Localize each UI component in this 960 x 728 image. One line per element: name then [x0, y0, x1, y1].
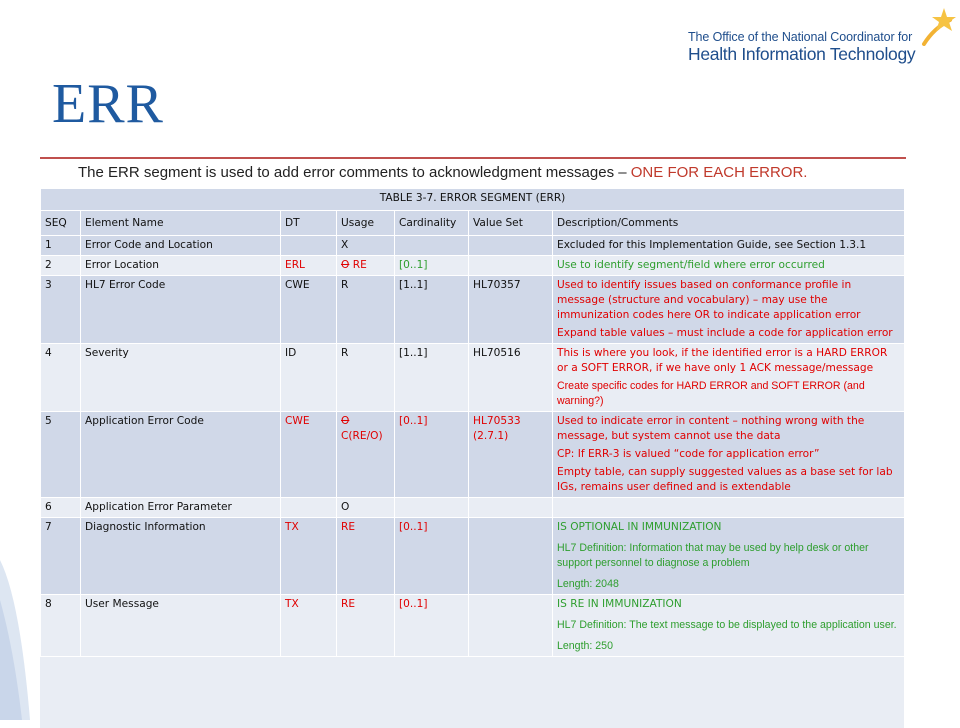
seq-cell: 2: [41, 256, 81, 276]
usage-struck-text: O: [341, 259, 350, 271]
description-cell: [553, 344, 905, 412]
table-caption: TABLE 3-7. ERROR SEGMENT (ERR): [41, 189, 905, 211]
cardinality-cell: [395, 236, 469, 256]
usage-cell: O: [337, 498, 395, 518]
dt-cell: [281, 236, 337, 256]
value-set-cell: [469, 595, 553, 657]
onc-logo: [688, 6, 956, 70]
dt-cell: TX: [281, 518, 337, 595]
seq-cell: 1: [41, 236, 81, 256]
element-name-cell: Application Error Parameter: [81, 498, 281, 518]
description-text: Expand table values – must include a code for application error: [557, 327, 893, 339]
cardinality-cell: [0..1]: [395, 518, 469, 595]
description-text: Length: 2048: [557, 578, 619, 590]
description-cell: [553, 595, 905, 657]
description-text: IS RE IN IMMUNIZATION: [557, 598, 682, 610]
dt-cell: ERL: [281, 256, 337, 276]
usage-cell: [337, 412, 395, 498]
page-title: ERR: [52, 73, 164, 135]
err-segment-table: [40, 188, 905, 657]
value-set-cell: HL70516: [469, 344, 553, 412]
element-name-cell: Severity: [81, 344, 281, 412]
seq-cell: 4: [41, 344, 81, 412]
cardinality-cell: [0..1]: [395, 256, 469, 276]
seq-cell: 3: [41, 276, 81, 344]
element-name-cell: User Message: [81, 595, 281, 657]
table-row: [41, 276, 905, 344]
table-row: [41, 498, 905, 518]
table-header-row: [41, 211, 905, 236]
seq-cell: 5: [41, 412, 81, 498]
dt-cell: CWE: [281, 412, 337, 498]
element-name-cell: HL7 Error Code: [81, 276, 281, 344]
cardinality-cell: [0..1]: [395, 595, 469, 657]
cardinality-cell: [1..1]: [395, 276, 469, 344]
seq-cell: 7: [41, 518, 81, 595]
table-row: [41, 595, 905, 657]
description-cell: [553, 256, 905, 276]
table-row: [41, 236, 905, 256]
element-name-cell: Diagnostic Information: [81, 518, 281, 595]
cardinality-cell: [1..1]: [395, 344, 469, 412]
value-set-cell: [469, 498, 553, 518]
description-cell: [553, 276, 905, 344]
description-text: Used to identify issues based on conformance profile in message (structure and vocabulary) – may use the immunization codes here OR to indicate application error: [557, 279, 861, 321]
usage-cell: RE: [337, 518, 395, 595]
header-value-set: Value Set: [469, 211, 553, 236]
description-cell: [553, 236, 905, 256]
description-text: Excluded for this Implementation Guide, see Section 1.3.1: [557, 239, 867, 251]
description-text: IS OPTIONAL IN IMMUNIZATION: [557, 521, 722, 533]
header-dt: DT: [281, 211, 337, 236]
header-element-name: Element Name: [81, 211, 281, 236]
header-cardinality: Cardinality: [395, 211, 469, 236]
element-name-cell: Error Code and Location: [81, 236, 281, 256]
star-icon: [920, 6, 956, 46]
seq-cell: 8: [41, 595, 81, 657]
description-text: Length: 250: [557, 640, 613, 652]
usage-cell: R: [337, 276, 395, 344]
value-set-cell: HL70357: [469, 276, 553, 344]
description-text: Use to identify segment/field where error occurred: [557, 259, 825, 271]
seq-cell: 6: [41, 498, 81, 518]
usage-cell: [337, 256, 395, 276]
description-text: Create specific codes for HARD ERROR and SOFT ERROR (and warning?): [557, 380, 865, 407]
usage-cell: X: [337, 236, 395, 256]
logo-line2: Health Information Technology: [688, 44, 916, 64]
value-set-cell: [469, 518, 553, 595]
description-cell: [553, 498, 905, 518]
description-text: This is where you look, if the identified error is a HARD ERROR or a SOFT ERROR, if we have only 1 ACK message/message: [557, 347, 888, 374]
description-text: CP: If ERR-3 is valued “code for application error”: [557, 448, 820, 460]
cardinality-cell: [395, 498, 469, 518]
table-row: [41, 518, 905, 595]
description-text: HL7 Definition: The text message to be displayed to the application user.: [557, 619, 897, 631]
cardinality-cell: [0..1]: [395, 412, 469, 498]
element-name-cell: Error Location: [81, 256, 281, 276]
description-cell: [553, 518, 905, 595]
description-cell: [553, 412, 905, 498]
intro-emphasis: ONE FOR EACH ERROR.: [630, 164, 808, 181]
header-seq: SEQ: [41, 211, 81, 236]
value-set-cell: [469, 256, 553, 276]
value-set-cell: [469, 236, 553, 256]
logo-line1: The Office of the National Coordinator for: [688, 30, 913, 44]
dt-cell: TX: [281, 595, 337, 657]
description-text: Used to indicate error in content – nothing wrong with the message, but system cannot use the data: [557, 415, 865, 442]
err-segment-table-wrapper: [40, 188, 904, 728]
usage-text: RE: [352, 259, 367, 271]
usage-cell: R: [337, 344, 395, 412]
description-text: HL7 Definition: Information that may be used by help desk or other support personnel to diagnose a problem: [557, 542, 869, 569]
title-divider: [40, 157, 906, 159]
value-set-cell: HL70533 (2.7.1): [469, 412, 553, 498]
dt-cell: CWE: [281, 276, 337, 344]
header-usage: Usage: [337, 211, 395, 236]
table-row: [41, 412, 905, 498]
usage-cell: RE: [337, 595, 395, 657]
usage-struck-text: O: [341, 415, 350, 427]
table-row: [41, 256, 905, 276]
description-text: Empty table, can supply suggested values as a base set for lab IGs, remains user defined and is extendable: [557, 466, 893, 493]
header-description: Description/Comments: [553, 211, 905, 236]
element-name-cell: Application Error Code: [81, 412, 281, 498]
table-row: [41, 344, 905, 412]
dt-cell: [281, 498, 337, 518]
intro-body: The ERR segment is used to add error comments to acknowledgment messages –: [78, 164, 631, 181]
usage-text: C(RE/O): [341, 430, 383, 442]
intro-text: [78, 164, 807, 182]
dt-cell: ID: [281, 344, 337, 412]
